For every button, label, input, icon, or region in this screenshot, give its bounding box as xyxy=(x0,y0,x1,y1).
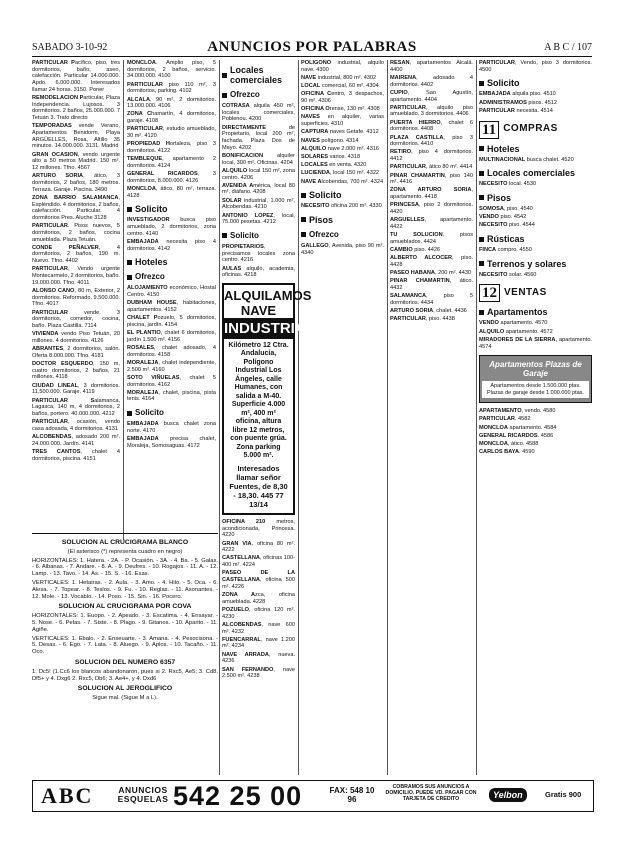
classified-ad: ANTONIO LOPEZ, local, 75.000 pesetas. 4212 xyxy=(222,212,295,226)
classified-ad: ADMINISTRAMOS pisos. 4512 xyxy=(479,99,558,106)
issue-date: SABADO 3-10-92 xyxy=(32,42,108,53)
classified-ad: ZONA ARTURO SORIA, apartamento. 4418 xyxy=(390,187,473,201)
classified-ad: CAPTURA naves Getafe. 4312 xyxy=(301,129,379,136)
classified-ad: MONCLOA. Amplio piso, 5 dormitorios, 2 baños, servicio. 34.000.000. 4100 xyxy=(127,60,216,80)
classified-ad: CAMBIO piso. 4426 xyxy=(390,247,441,254)
classified-ad: PARTICULAR piso 110 m², 3 dormitorios, parking. 4102 xyxy=(127,81,216,95)
classified-ad: OFICINA 210 metros, acondicionada, Princesa. 4220 xyxy=(222,518,295,539)
solution-text: Sigue mal. (Sigue M a L). xyxy=(92,695,158,702)
classified-ad: ARTURO SORIA, chalet. 4436 xyxy=(390,308,467,315)
classified-ad: NECESITO oficina 200 m². 4330 xyxy=(301,203,382,210)
classified-ad: PARTICULAR, ático 80 m². 4414 xyxy=(390,164,473,171)
page-number: A B C / 107 xyxy=(544,42,592,53)
classified-ad: LOCALES en venta. 4320 xyxy=(301,162,367,169)
classified-ad: PARTICULAR necesita. 4514 xyxy=(479,107,553,114)
classified-ad: EMBAJADA precisa chalet, Moraleja, Somosaguas. 4172 xyxy=(127,436,216,449)
classified-ad: POLIGONO industrial, alquilo nave. 4300 xyxy=(301,60,384,73)
classified-ad: ARGUELLES, apartamento. 4422 xyxy=(390,217,473,230)
ad-headline-inverted: INDUSTRIAL xyxy=(224,319,315,337)
ad-headline: Apartamentos Plazas de Garaje xyxy=(489,360,582,379)
classified-ad: FINCA compro. 4550 xyxy=(479,247,532,254)
category-ventas xyxy=(479,284,592,302)
ad-body: Apartamentos desde 1.500.000 ptas. Plazas de garaje desde 1.000.000 ptas. xyxy=(482,381,589,398)
classified-ad: ALCOBENDAS, adosado 200 m². 24.000.000. Jardín. 4141 xyxy=(32,434,120,447)
classified-ad: PARTICULAR, estudio amueblado, 30 m². 4120 xyxy=(127,126,216,140)
heading-apartamentos: Apartamentos xyxy=(487,307,548,318)
solution-text: VERTICALES: 1. Ebalo. - 2. Enseuarte. - 3. Amana. - 4. Pesocisona. - 5. Desas. - 6. Ego. - 7. Lata. - 8. Aluego. - 9. Aplos. - 10. Tacaño. - 11. Oco. xyxy=(32,635,218,656)
classified-ad: SOTO VIÑUELAS, chalet 5 dormitorios. 4162 xyxy=(127,374,217,388)
section-title: ANUNCIOS POR PALABRAS xyxy=(207,39,417,55)
classified-ad: GENERAL RICARDOS, 3 dormitorios, 8.000.000. 4126 xyxy=(127,171,216,184)
bullet-square-icon xyxy=(127,275,132,280)
classified-ad: LUCIENDA, local 150 m². 4322 xyxy=(301,170,380,177)
classified-ad: VENDO apartamento. 4570 xyxy=(479,320,548,327)
classified-ad: TEMPORADAS vende Verano, Apartamentos Benidorm, Playa ARGÜELLES, Rosa, Altillo 35 minutos. 14.000.000. 3131. Madrid xyxy=(32,123,120,150)
heading-solicito: Solicito xyxy=(135,204,168,215)
classified-ad: INVESTIGADOR busca piso amueblado, 2 dormitorios, zona centro. 4140 xyxy=(127,217,216,237)
classified-ad: CASTELLANA, oficinas 100-400 m². 4224 xyxy=(222,555,295,569)
classified-ad: PARTICULAR vende. 3 dormitorios, comedor, cocina, baño. Plaza Castilla. 7114 xyxy=(32,309,120,330)
classified-ad: SAN FERNANDO, nave 2.500 m². 4238 xyxy=(222,666,295,680)
column-2 xyxy=(127,60,216,534)
classified-ad: NAVE industrial, 800 m². 4302 xyxy=(301,74,377,81)
garaje-ad xyxy=(479,355,592,403)
classified-ad: SALAMANCA, piso 5 dormitorios. 4434 xyxy=(390,293,473,306)
heading-pisos: Pisos xyxy=(487,192,512,203)
classified-ad: OFICINA Centro, 3 despachos, 90 m². 4306 xyxy=(301,91,384,105)
heading-rusticas: Rústicas xyxy=(487,234,525,245)
classified-ad: MAIRENA, adosado 4 dormitorios. 4402 xyxy=(390,74,473,88)
yelbon-logo: Yelbon xyxy=(489,788,527,802)
classified-ad: PROPIEDAD Hortaleza, piso 3 dormitorios. 4122 xyxy=(127,141,216,154)
classified-ad: AULAS alquilo, academia, oficinas. 4218 xyxy=(222,265,295,279)
bullet-square-icon xyxy=(127,207,132,212)
bullet-square-icon xyxy=(127,260,132,265)
solution-heading: SOLUCION DEL NUMERO 6357 xyxy=(74,658,176,666)
solution-text: 1. Dc5! (1.Cc6 los blancos abandonaron, pues si 2. Rxc5, Ae5; 3. Cd8, Df5+ y 4. Dxg6 2. Rxc5, Db6; 3. Ae4+, y 4. Dxd6 xyxy=(32,668,218,682)
classified-ad: CUPIO, San Agustín, apartamento. 4404 xyxy=(390,89,473,103)
classified-ad: PARTICULAR, Vendo, piso 3 dormitorios. 4500 xyxy=(479,60,592,73)
bullet-square-icon xyxy=(479,195,484,200)
classified-ad: ALCOBENDAS, nave 600 m². 4232 xyxy=(222,621,295,635)
classified-ad: PROPIETARIOS, precisamos locales zona centro. 4216 xyxy=(222,243,295,264)
classified-ad: DUBHAM HOUSE, habitaciones, apartamentos. 4152 xyxy=(127,300,216,313)
solution-note: (El asterisco (*) representa cuadro en negro) xyxy=(67,548,183,555)
classified-ad: NAVES en alquiler, varias superficies. 4310 xyxy=(301,114,384,128)
heading-terrenos: Terrenos y solares xyxy=(487,258,567,269)
category-number: 11 xyxy=(479,121,499,139)
classified-ad: CARLOS BAYA. 4590 xyxy=(479,449,535,456)
classified-ad: ALQUILO local 150 m², zona centro. 4206 xyxy=(222,167,295,181)
bullet-square-icon xyxy=(479,261,484,266)
classified-ad: ALQUILO apartamento. 4572 xyxy=(479,328,553,335)
bullet-square-icon xyxy=(222,233,227,238)
bullet-square-icon xyxy=(479,146,484,151)
category-label: VENTAS xyxy=(504,287,547,299)
category-number: 12 xyxy=(479,284,500,302)
classified-ad: NECESITO local. 4530 xyxy=(479,181,537,188)
classified-ad: PRINCESA, piso 2 dormitorios. 4420 xyxy=(390,202,473,216)
classified-ad: ALBERTO ALCOCER, piso. 4428 xyxy=(390,255,473,268)
classified-ad: PARTICULAR. 4582 xyxy=(479,416,531,423)
classified-ad: PINAR CHAMARTIN, piso 140 m². 4416 xyxy=(390,172,473,186)
footer-banner xyxy=(32,780,594,812)
classified-ad: MULTINACIONAL busca chalet. 4520 xyxy=(479,156,574,163)
solution-heading: SOLUCION AL CRUCIGRAMA POR COVA xyxy=(58,603,192,611)
classified-ad: PARTICULAR. Pisos nuevos, 5 dormitorios, 2 baños, cocina amueblada. Plaza Tetuán. xyxy=(32,223,120,243)
footer-fax: FAX: 548 10 96 xyxy=(329,786,375,804)
classified-ad: AVENIDA América, local 80 m², diáfano. 4208 xyxy=(222,182,295,196)
classified-ad: ABRANTES, 2 dormitorios, salón. Oferta 8.000.000. Tfno. 4181 xyxy=(32,346,120,359)
classified-ad: EL PLANTIO, chalet 6 dormitorios, jardín 1.500 m². 4156 xyxy=(127,330,216,343)
heading-solicito: Solicito xyxy=(230,230,259,240)
classified-ad: PARTICULAR Pacífico, piso, tres dormitorios, baño, aseo, calefacción. Particular 14.000.000. Apdo. 6.000.000. Interesados llamar 24 horas. 3150. Poner xyxy=(32,60,120,93)
classified-ad: PINAR CHAMARTIN, ático. 4432 xyxy=(390,278,473,292)
bullet-square-icon xyxy=(222,93,227,98)
classified-ad: GENERAL RICARDOS. 4586 xyxy=(479,432,554,439)
solution-text: HORIZONTALES: 1. Hatera. - 2A. - P. Ocasión. - 3A. - 4. Ba. - 5. Galas. - 6. Albanas. - 7. Andare. - 8. A. - 9. Deufres. - 10. Rogajos. - 11. A. - 12. Lamp. - 13. Tavo. - 14. As. - 15. S. - 16. Esas. xyxy=(32,557,218,578)
footer-cobro: COBRAMOS SUS ANUNCIOS A DOMICILIO. PUEDE VD. PAGAR CON TARJETA DE CREDITO xyxy=(385,784,477,803)
column-4 xyxy=(301,60,384,775)
solution-text: VERTICALES: 1. Hetairas. - 2. Aula. - 3. Amo. - 4. Hilo. - 5. Oca. - 6. Alesa. - 7. Topear. - 8. Teslos. - 9. Fu. - 10. Reglas. - 11. Asonantes. - 12. Mole. - 13. Vocablo. - 14. Poso. - 15. Sin. - 16. Pocero. xyxy=(32,579,218,600)
classified-ad: OFICINA Orense, 130 m². 4308 xyxy=(301,106,380,113)
abc-logo: ABC xyxy=(41,783,94,808)
classified-ad: CHALET Pozuelo, 5 dormitorios, piscina, jardín. 4154 xyxy=(127,315,216,328)
classified-ad: APARTAMENTO, vendo. 4580 xyxy=(479,408,556,415)
bullet-square-icon xyxy=(479,171,484,176)
heading-pisos: Pisos xyxy=(309,214,334,225)
bullet-square-icon xyxy=(479,237,484,242)
classified-ad: PARTICULAR, ocasión, vendo casa adosada, 4 dormitorios. 4131 xyxy=(32,419,120,432)
classified-ad: ARTURO SORIA, ático, 3 dormitorios, 2 baños, 180 metros. Terraza. Garaje. Piscina. 3490 xyxy=(32,173,120,193)
classified-ad: MIRADORES DE LA SIERRA, apartamento. 4574 xyxy=(479,336,592,350)
classified-ad: NECESITO solar. 4560 xyxy=(479,271,537,278)
classified-ad: MONCLOA, ático, 80 m², terraza. 4128 xyxy=(127,185,216,199)
heading-ofrezco: Ofrezco xyxy=(135,272,165,282)
bullet-square-icon xyxy=(479,81,484,86)
page-header xyxy=(32,40,592,57)
classified-ad: PASEO DE LA CASTELLANA, oficina 500 m². 4226 xyxy=(222,570,295,590)
heading-ofrezco: Ofrezco xyxy=(309,229,339,239)
classified-ad: PASEO HABANA, 200 m². 4430 xyxy=(390,270,472,277)
bullet-square-icon xyxy=(222,73,227,78)
classified-ad: NAVE Alcobendas, 700 m². 4324 xyxy=(301,178,384,185)
classified-ad: PLAZA CASTILLA, piso 3 dormitorios. 4410 xyxy=(390,134,473,148)
classified-ad: BONIFICACION alquiler local, 300 m². Oficinas. 4204 xyxy=(222,152,295,166)
classified-ad: TU SOLUCION, pisos amueblados. 4424 xyxy=(390,232,473,245)
heading-solicito: Solicito xyxy=(309,190,342,201)
classified-ad: VENDO piso. 4542 xyxy=(479,214,527,221)
classified-ad: SOLARES varios. 4318 xyxy=(301,153,361,160)
classified-ad: PARTICULAR, piso. 4438 xyxy=(390,316,455,323)
classified-ad: ZONA Chamartín, 4 dormitorios, garaje. 4108 xyxy=(127,111,216,125)
category-compras xyxy=(479,121,592,139)
classified-ad: PARTICULAR Salamanca, Lagasca, 140 m, 4 dormitorios, 2 baños, portero. 40.000.000. 4212 xyxy=(32,397,120,417)
classified-ad: ZONA Azca, oficina amueblada. 4228 xyxy=(222,592,296,605)
heading-solicito: Solicito xyxy=(487,78,520,89)
classified-ad: FUENCARRAL, nave 1.200 m². 4234 xyxy=(222,636,295,650)
footer-gratis: Gratis 900 xyxy=(545,790,582,799)
classified-ad: VIVIENDA vendo Piso Tetuán, 20 millones. 4 dormitorios. 4126 xyxy=(32,331,120,344)
classified-ad: TRES CANTOS, chalet 4 dormitorios, piscina. 4151 xyxy=(32,448,120,462)
classified-ad: NAVES polígono. 4314 xyxy=(301,137,359,144)
ad-headline: ALQUILAMOS NAVE xyxy=(224,287,312,318)
footer-anuncios: ANUNCIOS ESQUELAS xyxy=(117,785,169,804)
classified-ad: CIUDAD LINEAL, 3 dormitorios. 11.500.000. Garaje. 4119 xyxy=(32,382,120,396)
classified-ad: MORALEJA, chalet independiente, 2.500 m². 4160 xyxy=(127,359,216,373)
bullet-square-icon xyxy=(127,411,132,416)
column-5 xyxy=(390,60,473,775)
classified-ad: GRAN OCASION, vendo urgente alto a 50 metros Madrid. 150 m². 12 millones. Tfno. 4567 xyxy=(32,151,120,172)
classified-ad: ALOJAMIENTO económico, Hostal Centro. 4150 xyxy=(127,285,216,299)
heading-hoteles: Hoteles xyxy=(487,143,520,154)
classified-ad: PUERTA HIERRO, chalet 6 dormitorios. 4408 xyxy=(390,119,474,133)
classified-ad: RESAN, apartamentos Alcalá. 4400 xyxy=(390,60,473,73)
heading-solicito: Solicito xyxy=(135,408,164,418)
classified-ad: NAVE ARRADA, nueva. 4236 xyxy=(222,651,295,665)
column-6 xyxy=(479,60,592,775)
classified-ad: GRAN VIA, oficina 80 m². 4222 xyxy=(222,540,295,554)
category-label: COMPRAS xyxy=(503,123,558,135)
heading-locales: Locales comerciales xyxy=(230,65,283,85)
classified-ad: SOMOSA, piso. 4540 xyxy=(479,205,533,212)
classified-ad: PARTICULAR, Vendo urgente Montecarmelo, 2 dormitorios, baño. 19.000.000. Tfno. 4011 xyxy=(32,266,120,286)
nave-industrial-ad xyxy=(222,283,315,515)
column-3 xyxy=(222,60,315,775)
classified-ad: SOLAR industrial, 1.000 m², Alcobendas. 4210 xyxy=(222,197,295,211)
solution-heading: SOLUCION AL JEROGLIFICO xyxy=(77,685,173,693)
heading-locales: Locales comerciales xyxy=(487,168,576,179)
classified-ad: MORALEJA, chalet, piscina, pista tenis. 4164 xyxy=(127,389,216,403)
classified-ad: ALONSO CANO, 80 m, Exterior, 2 dormitorios. Reformado. 9.500.000. Tfno. 4017 xyxy=(32,288,121,308)
classified-ad: ALCALA, 90 m², 2 dormitorios. 13.000.000. 4106 xyxy=(127,96,216,110)
classified-ad: DOCTOR ESQUERDO, 150 m, cuatro dormitorios, 2 baños, 21 millones. 4118 xyxy=(32,361,120,381)
classified-ad: DIRECTAMENTE de Propietario, local 200 m², fachada. Plaza Dos de Mayo. 4202 xyxy=(222,124,295,151)
classified-ad: MONCLOA apartamento. 4584 xyxy=(479,424,557,431)
bullet-square-icon xyxy=(301,217,306,222)
puzzle-solutions xyxy=(32,536,218,704)
ad-body: Kilómetro 12 Ctra. Andalucía, Polígono Industrial Los Ángeles, calle Humanes, con salida a M-40. Superficie 4.000 m², 400 m² oficina, altura libre 12 metros, con puente grúa. Zona parking 5.000 m². xyxy=(228,341,289,460)
bullet-square-icon xyxy=(301,193,306,198)
ad-contact: Interesados llamar señor Fuentes, de 8,30 - 18,30. 445 77 13/14 xyxy=(229,463,288,509)
classified-ad: RETIRO, piso 4 dormitorios. 4412 xyxy=(390,149,473,163)
classified-ad: MONCLOA, ático. 4588 xyxy=(479,441,539,448)
classified-ad: ZONA BARRIO SALAMANCA, Espléndido. 4 dormitorios, 2 baños, calefacción. Particular. 4 dormitorios Pres. Aluche 3128 xyxy=(32,194,120,221)
classified-ad: TEMBLEQUE, apartamento 2 dormitorios. 4124 xyxy=(127,156,216,169)
classified-ad: GALLEGO, Avenida, piso 90 m². 4340 xyxy=(301,242,384,256)
classified-ad: LOCAL comercial, 60 m². 4304 xyxy=(301,83,379,90)
classified-ad: ROSALES, chalet adosado, 4 dormitorios. 4158 xyxy=(127,345,216,358)
classified-ad: ALQUILO nave 2.000 m². 4316 xyxy=(301,145,380,152)
footer-phone: 542 25 00 xyxy=(173,781,303,811)
classified-ad: PARTICULAR, alquilo piso amueblado, 3 dormitorios. 4406 xyxy=(390,104,473,118)
heading-hoteles: Hoteles xyxy=(135,257,168,268)
classified-ad: EMBAJADA busca chalet zona norte. 4170 xyxy=(127,421,216,434)
classified-ad: REMODELACION Particular, Plaza Independencia. Lujosos. 3 dormitorios. 2 baños, 25.000.000. 7 Tetuán 3. Trato directo xyxy=(32,95,121,122)
bullet-square-icon xyxy=(479,310,484,315)
bullet-square-icon xyxy=(301,232,306,237)
classified-ad: EMBAJADA necesita piso 4 dormitorios. 4142 xyxy=(127,238,216,252)
classified-ad: CONDE PEÑALVER, 4 dormitorios, 2 baños, 190 m. Nuevo. Tfno. 4402 xyxy=(32,244,120,265)
solution-heading: SOLUCION AL CRUCIGRAMA BLANCO xyxy=(61,539,189,546)
solution-text: HORIZONTALES: 1. Euopo. - 2. Apeado. - 3. Escatima. - 4. Ensayar. - 5. Nose. - 6. Pelas. - 7. Siste. - 8. Plago. - 9. Gitanos. - 10. Aparito. - 11. Agiñe. xyxy=(32,613,218,633)
column-1 xyxy=(32,60,120,534)
classified-ad: COTRASA alquila 450 m², locales comerciales, Poblenou. 4200 xyxy=(222,103,295,123)
heading-ofrezco: Ofrezco xyxy=(230,90,260,99)
classified-ad: EMBAJADA alquila piso. 4510 xyxy=(479,91,556,98)
classified-ad: POZUELO, oficina 120 m². 4230 xyxy=(222,606,295,620)
classified-ad: NECESITO piso. 4544 xyxy=(479,222,535,229)
